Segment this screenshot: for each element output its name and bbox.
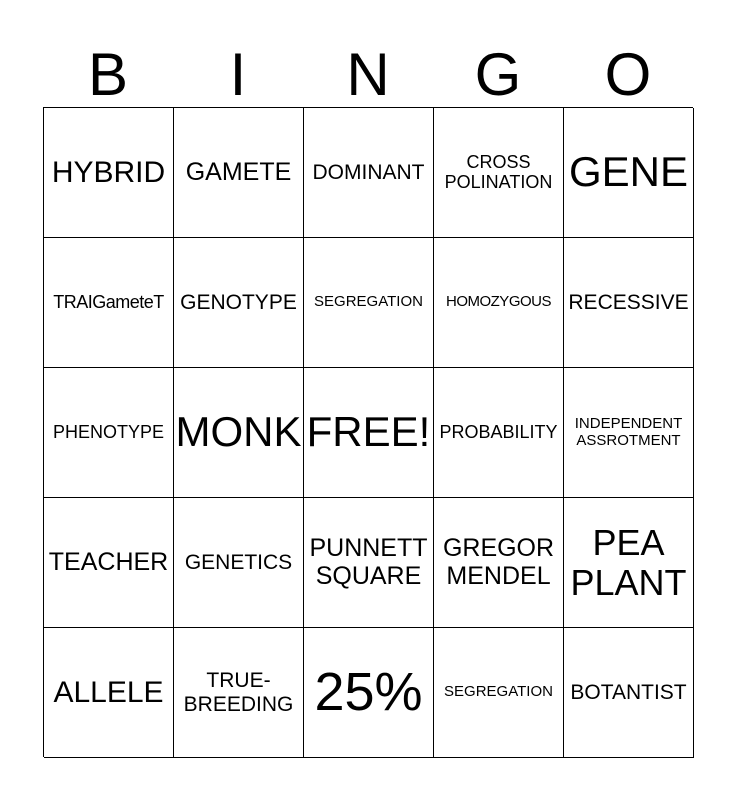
bingo-cell: PHENOTYPE [44,368,174,498]
header-letter-i: I [229,41,247,108]
header-letter-o: O [604,41,652,108]
free-space-cell: FREE! [304,368,434,498]
bingo-cell: PEA PLANT [564,498,694,628]
bingo-cell: GREGOR MENDEL [434,498,564,628]
bingo-cell: GENE [564,108,694,238]
bingo-cell: TRAIGameteT [44,238,174,368]
bingo-cell: TRUE- BREEDING [174,628,304,758]
bingo-cell: SEGREGATION [304,238,434,368]
bingo-cell: GENOTYPE [174,238,304,368]
bingo-cell: SEGREGATION [434,628,564,758]
bingo-board [43,107,693,757]
bingo-cell: ALLELE [44,628,174,758]
bingo-cell: GAMETE [174,108,304,238]
header-letter-b: B [87,41,129,108]
bingo-cell: BOTANTIST [564,628,694,758]
bingo-cell: HOMOZYGOUS [434,238,564,368]
bingo-cell: PROBABILITY [434,368,564,498]
bingo-cell: CROSS POLINATION [434,108,564,238]
header-letter-n: N [346,41,390,108]
bingo-cell: DOMINANT [304,108,434,238]
bingo-cell: HYBRID [44,108,174,238]
bingo-cell: MONK [174,368,304,498]
bingo-cell: TEACHER [44,498,174,628]
bingo-cell: 25% [304,628,434,758]
bingo-cell: RECESSIVE [564,238,694,368]
header-letter-g: G [474,41,522,108]
bingo-cell: GENETICS [174,498,304,628]
bingo-header [43,42,693,108]
bingo-cell: INDEPENDENT ASSROTMENT [564,368,694,498]
bingo-cell: PUNNETT SQUARE [304,498,434,628]
